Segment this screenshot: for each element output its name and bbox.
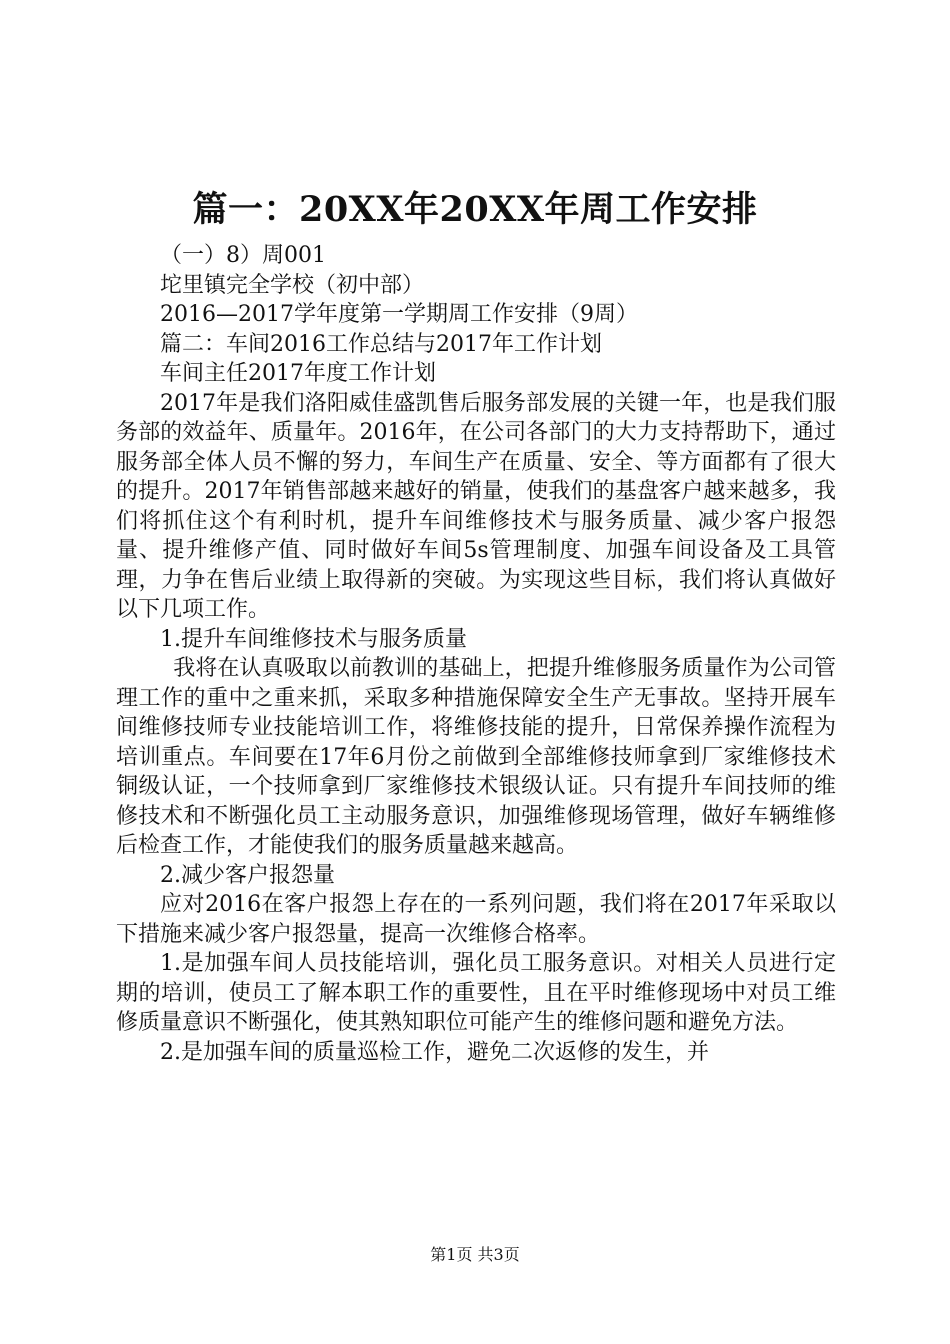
paragraph-heading-1: 1.提升车间维修技术与服务质量 [160, 626, 467, 652]
page-footer: 第1页 共3页 [430, 1245, 520, 1264]
paragraph-week-number: （一）8）周001 [160, 243, 326, 268]
paragraph-measure-2: 2.是加强车间的质量巡检工作，避免二次返修的发生，并 [160, 1039, 709, 1065]
paragraph-schedule-title: 2016—2017学年度第一学期周工作安排（9周） [160, 302, 638, 327]
paragraph-complaints: 应对2016在客户报怨上存在的一系列问题，我们将在2017年采取以下措施来减少客户报怨量，提高一次维修合格率。 [116, 892, 836, 947]
paragraph-intro: 2017年是我们洛阳威佳盛凯售后服务部发展的关键一年，也是我们服务部的效益年、质量年。2016年，在公司各部门的大力支持帮助下，通过服务部全体人员不懈的努力，车间生产在质量、安全、等方面都有了很大的提升。2017年销售部越来越好的销量，使我们的基盘客户越来越多，我们将抓住这个有利时机，提升车间维修技术与服务质量、减少客户报怨量、提升维修产值、同时做好车间5s管理制度、加强车间设备及工具管理，力争在售后业绩上取得新的突破。为实现这些目标，我们将认真做好以下几项工作。 [116, 390, 836, 622]
paragraph-school-name: 坨里镇完全学校（初中部） [160, 272, 425, 298]
document-title: 篇一：20XX年20XX年周工作安排 [192, 189, 758, 230]
paragraph-heading-2: 2.减少客户报怨量 [160, 862, 335, 888]
paragraph-section-two-title: 篇二：车间2016工作总结与2017年工作计划 [160, 331, 602, 357]
document-body [116, 241, 836, 1067]
paragraph-measure-1: 1.是加强车间人员技能培训，强化员工服务意识。对相关人员进行定期的培训，使员工了解本职工作的重要性，且在平时维修现场中对员工维修质量意识不断强化，使其熟知职位可能产生的维修问题和避免方法。 [116, 951, 836, 1035]
paragraph-service-quality: 我将在认真吸取以前教训的基础上，把提升维修服务质量作为公司管理工作的重中之重来抓，采取多种措施保障安全生产无事故。坚持开展车间维修技师专业技能培训工作，将维修技能的提升，日常保养操作流程为培训重点。车间要在17年6月份之前做到全部维修技师拿到厂家维修技术铜级认证，一个技师拿到厂家维修技术银级认证。只有提升车间技师的维修技术和不断强化员工主动服务意识，加强维修现场管理，做好车辆维修后检查工作，才能使我们的服务质量越来越高。 [116, 656, 836, 858]
paragraph-plan-title: 车间主任2017年度工作计划 [160, 361, 436, 386]
